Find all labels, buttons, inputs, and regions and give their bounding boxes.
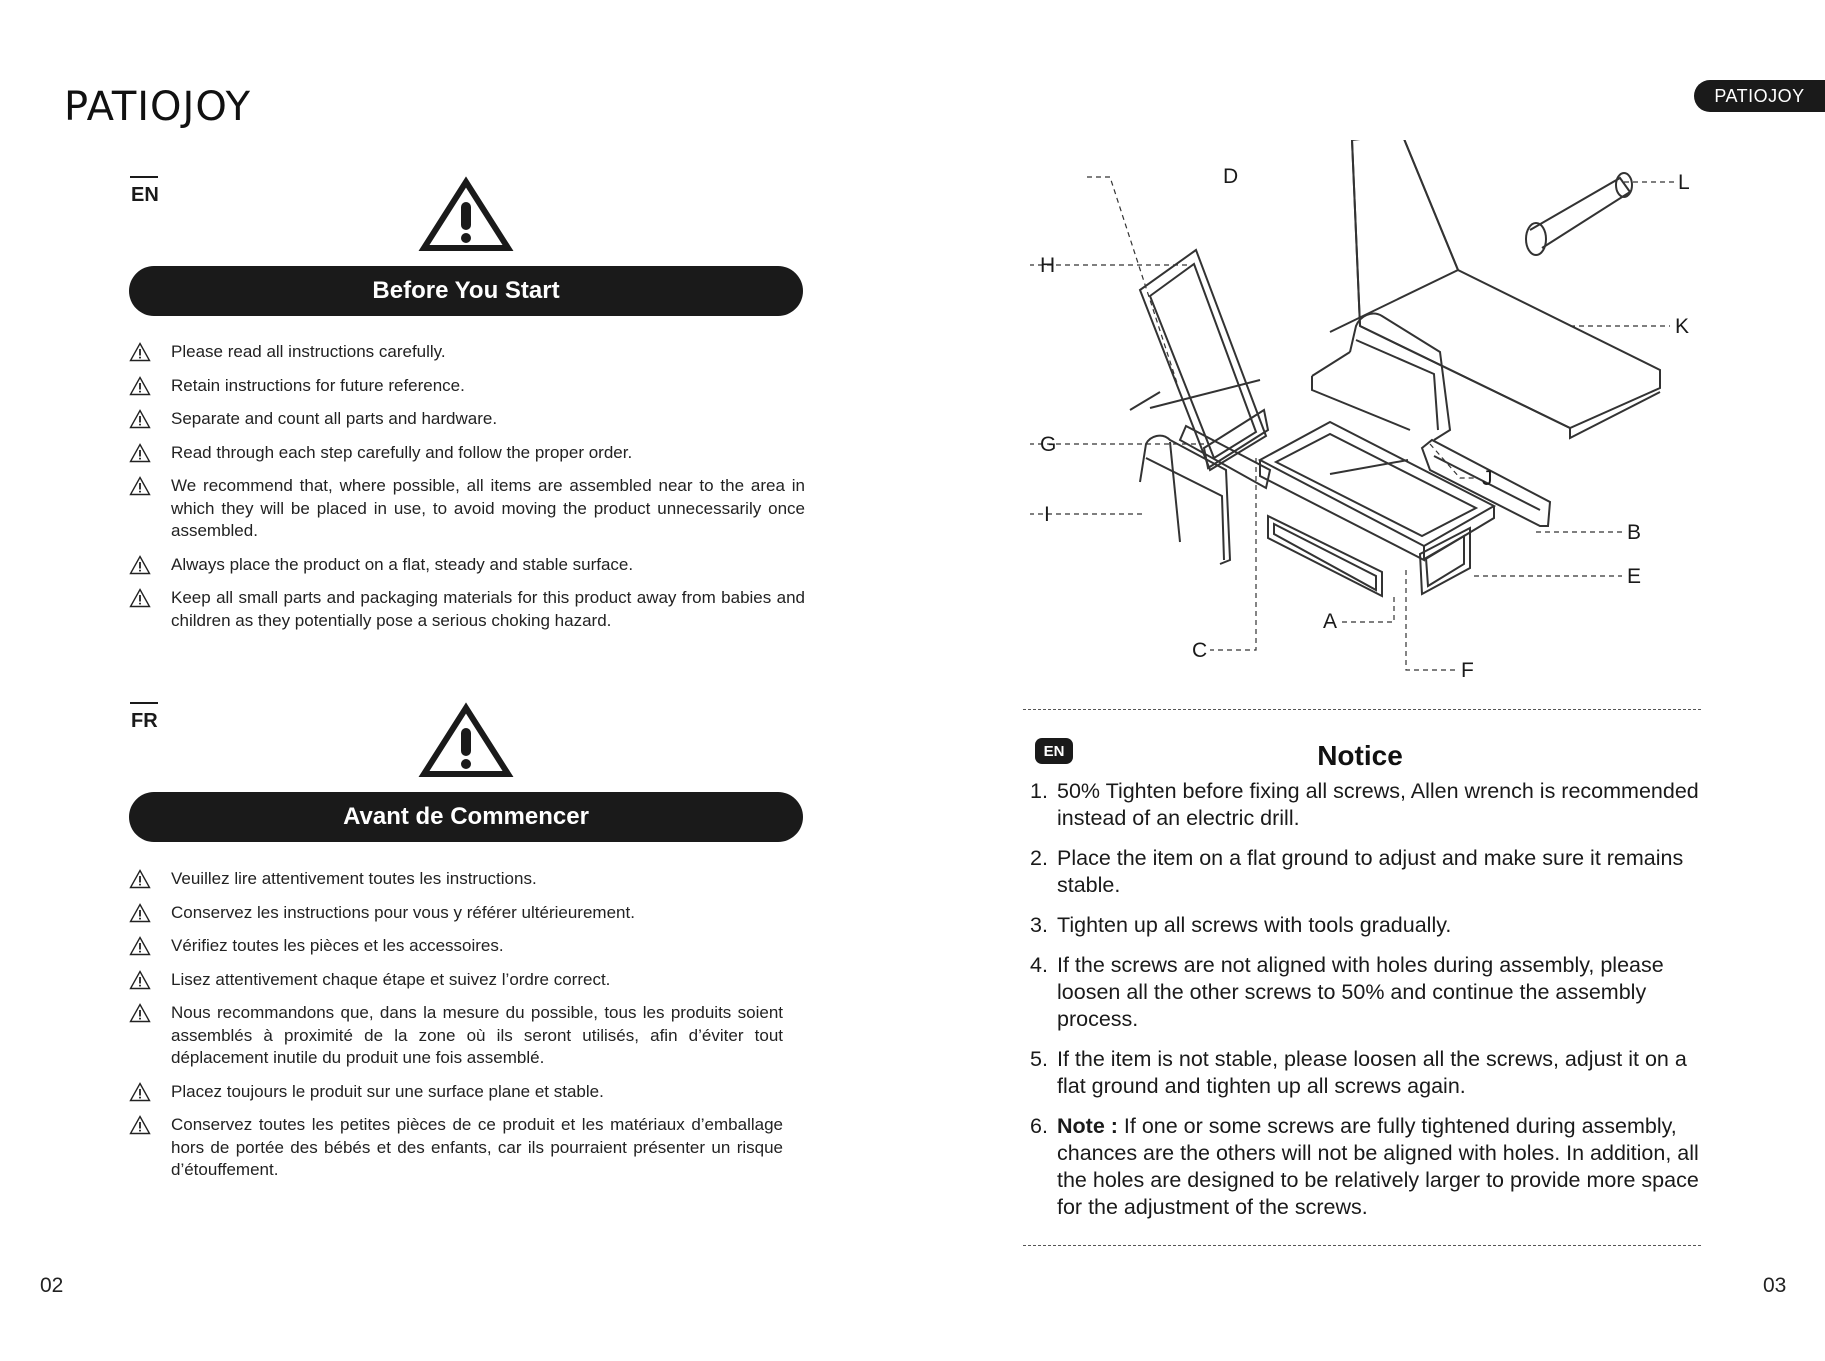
warning-text: Keep all small parts and packaging materials for this product away from babies and children as they potentially pose a serious choking hazard. [171,588,805,630]
callout-B: B [1627,521,1642,544]
list-item [129,341,805,364]
callout-A: A [1323,610,1338,633]
warning-triangle-icon [129,342,151,362]
list-item [129,554,805,577]
list-item [129,902,783,925]
list-item [129,1114,783,1182]
notice-list [1030,778,1700,1234]
list-item [129,969,783,992]
notice-title: Notice [1317,740,1403,771]
item-text: If the screws are not aligned with holes during assembly, please loosen all the other screws to 50% and continue the assembly process. [1057,953,1664,1031]
item-number: 1. [1030,779,1048,803]
warning-list-fr [129,868,783,1193]
bolster-part [1526,173,1632,255]
warning-text: Always place the product on a flat, steady and stable surface. [171,554,634,574]
warning-list-en [129,341,805,643]
callout-D: D [1223,165,1239,188]
warning-triangle-icon [129,869,151,889]
divider-bottom [1023,1245,1701,1246]
list-item [1030,952,1700,1033]
list-item [129,375,805,398]
list-item [129,1002,783,1070]
warning-triangle-icon [129,588,151,608]
warning-text: Retain instructions for future reference. [171,375,465,395]
item-number: 6. [1030,1114,1048,1138]
lang-label-en: EN [131,184,159,206]
front-panel-part [1268,516,1382,596]
item-number: 4. [1030,953,1048,977]
item-text: If the item is not stable, please loosen all the screws, adjust it on a flat ground and tighten up all screws again. [1057,1047,1687,1098]
lang-bar-en [130,176,158,178]
lang-badge-en: EN [1035,738,1073,764]
list-item [129,1081,783,1104]
warning-triangle-icon [129,376,151,396]
armrest-right-part [1312,314,1450,440]
item-text: Tighten up all screws with tools gradually. [1057,913,1452,937]
warning-triangle-icon [129,936,151,956]
brand-badge: PATIOJOY [1694,80,1825,112]
page-number-right: 03 [1763,1274,1787,1297]
callout-K: K [1675,315,1690,338]
list-item [1030,1113,1700,1221]
warning-text: Veuillez lire attentivement toutes les instructions. [171,869,537,888]
page-number-left: 02 [40,1274,64,1297]
list-item [1030,912,1700,939]
list-item [1030,845,1700,899]
list-item [129,442,805,465]
list-item [129,935,783,958]
list-item [129,408,805,431]
before-you-start-banner: Before You Start [129,266,803,316]
item-number: 5. [1030,1047,1048,1071]
leader-lines [1030,177,1674,670]
warning-triangle-icon [129,555,151,575]
warning-text: Conservez les instructions pour vous y référer ultérieurement. [171,902,635,922]
panel-e-part [1420,528,1470,594]
warning-text: Vérifiez toutes les pièces et les accessoires. [171,936,504,955]
callout-I: I [1044,503,1050,526]
warning-triangle-icon [129,476,151,496]
warning-text: Conservez toutes les petites pièces de ce produit et les matériaux d’emballage hors de portée des bébés et des enfants, car ils pourraient présenter un risque d’étouffement. [171,1115,783,1179]
callout-L: L [1678,171,1690,194]
divider-top [1023,709,1701,710]
backrest-part [1130,250,1266,470]
list-item [129,587,805,632]
warning-text: Lisez attentivement chaque étape et suivez l’ordre correct. [171,969,611,989]
callout-F: F [1461,659,1474,682]
item-text: If one or some screws are fully tightened during assembly, chances are the others will not be aligned with holes. In addition, all the holes are designed to be relatively larger to provide more space for the adjustment of the screws. [1057,1114,1699,1219]
warning-text: Separate and count all parts and hardware. [171,409,498,428]
lang-bar-fr [130,702,158,704]
warning-text: Please read all instructions carefully. [171,342,446,361]
parts-diagram [1030,140,1730,700]
callout-J: J [1482,467,1493,490]
warning-large-icon [418,702,514,780]
callout-H: H [1040,254,1056,277]
warning-text: Nous recommandons que, dans la mesure du possible, tous les produits soient assemblés à proximité de la zone où ils seront utilisés, afin d’éviter tout déplacement inutile du produit une fois assemblé. [171,1003,783,1067]
callout-G: G [1040,433,1057,456]
note-label: Note : [1057,1114,1118,1138]
item-number: 2. [1030,846,1048,870]
callout-C: C [1192,639,1208,662]
list-item [1030,1046,1700,1100]
legrest-part [1140,436,1230,564]
list-item [129,868,783,891]
warning-triangle-icon [129,1082,151,1102]
avant-de-commencer-banner: Avant de Commencer [129,792,803,842]
lang-label-fr: FR [131,710,158,732]
item-text: 50% Tighten before fixing all screws, Allen wrench is recommended instead of an electric drill. [1057,779,1699,830]
list-item [129,475,805,543]
warning-triangle-icon [129,443,151,463]
warning-triangle-icon [129,409,151,429]
warning-triangle-icon [129,1115,151,1135]
callout-E: E [1627,565,1642,588]
warning-text: We recommend that, where possible, all items are assembled near to the area in which they will be placed in use, to avoid moving the product unnecessarily once assembled. [171,476,805,540]
list-item [1030,778,1700,832]
brand-logo: PATIOJOY [64,84,252,130]
warning-text: Read through each step carefully and follow the proper order. [171,442,633,462]
warning-triangle-icon [129,970,151,990]
item-number: 3. [1030,913,1048,937]
warning-triangle-icon [129,903,151,923]
warning-text: Placez toujours le produit sur une surface plane et stable. [171,1081,604,1101]
cushion-part [1330,140,1660,438]
item-text: Place the item on a flat ground to adjust and make sure it remains stable. [1057,846,1684,897]
warning-large-icon [418,176,514,254]
warning-triangle-icon [129,1003,151,1023]
